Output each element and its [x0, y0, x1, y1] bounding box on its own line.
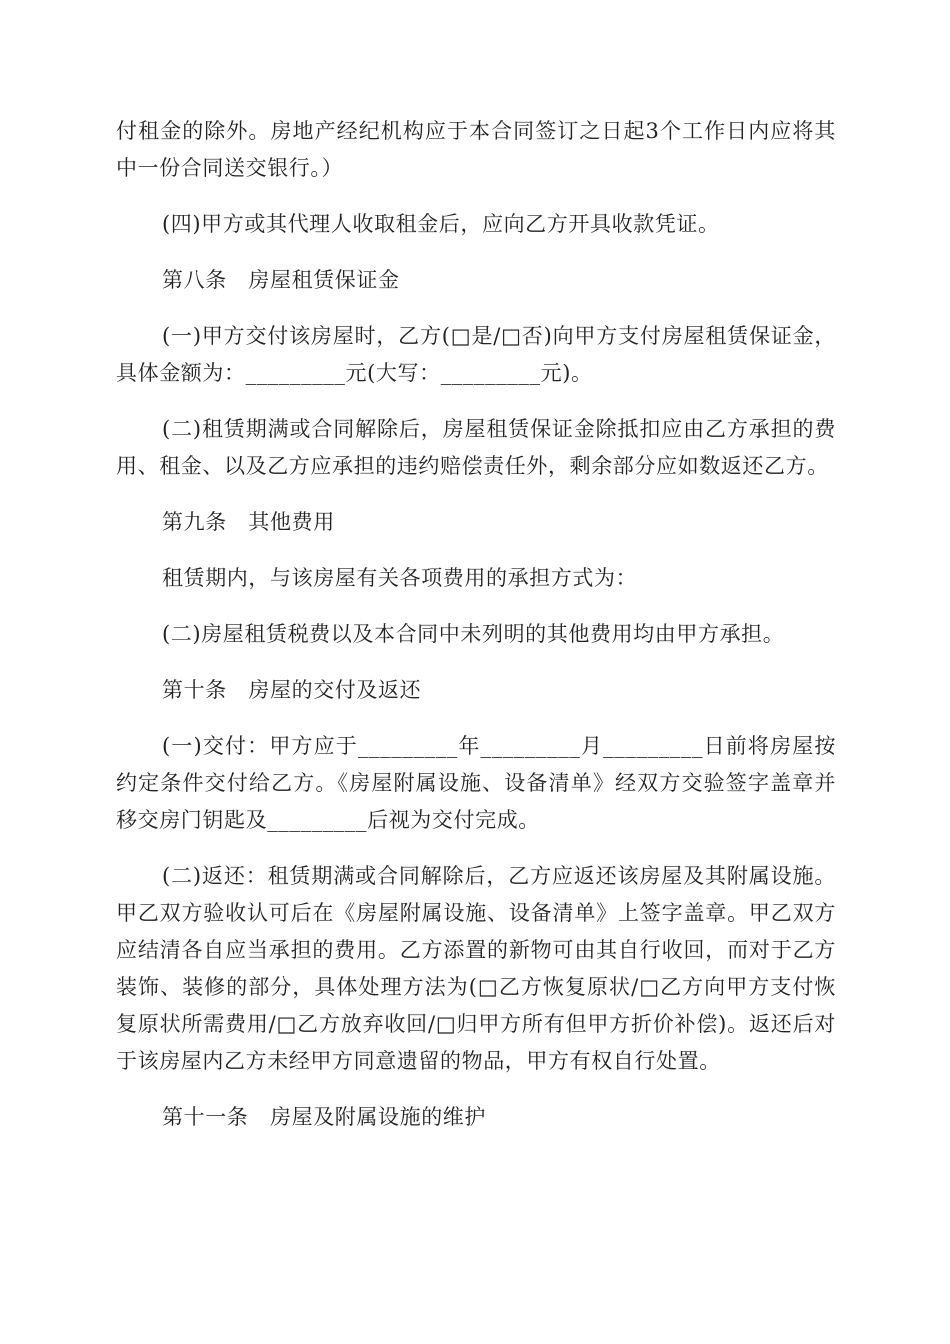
article-9-heading: 第九条 其他费用	[162, 510, 335, 534]
paragraph-return: (二)返还：租赁期满或合同解除后，乙方应返还该房屋及其附属设施。甲乙双方验收认可后在《房屋附属设施、设备清单》上签字盖章。甲乙双方应结清各自应当承担的费用。乙方添置的新物可由其自行收回，而对于乙方装饰、装修的部分，具体处理方法为(□乙方恢复原状/□乙方向甲方支付恢复原状所需费用/□乙方放弃收回/□归甲方所有但甲方折价补偿)。返还后对于该房屋内乙方未经甲方同意遗留的物品，甲方有权自行处置。	[116, 864, 836, 1073]
paragraph-fees-intro: 租赁期内，与该房屋有关各项费用的承担方式为：	[162, 566, 638, 590]
article-11-heading: 第十一条 房屋及附属设施的维护	[162, 1105, 486, 1129]
paragraph-delivery: (一)交付：甲方应于_________年_________月_________日前将房屋按约定条件交付给乙方。《房屋附属设施、设备清单》经双方交验签字盖章并移交房门钥匙及_________后视为交付完成。	[116, 734, 836, 832]
article-10-heading: 第十条 房屋的交付及返还	[162, 678, 422, 702]
contract-body	[116, 113, 836, 1155]
paragraph-continuation: 付租金的除外。房地产经纪机构应于本合同签订之日起3个工作日内应将其中一份合同送交银行。）	[116, 119, 836, 180]
article-8-heading: 第八条 房屋租赁保证金	[162, 268, 400, 292]
paragraph-rent-receipt: (四)甲方或其代理人收取租金后，应向乙方开具收款凭证。	[162, 212, 720, 236]
paragraph-taxes: (二)房屋租赁税费以及本合同中未列明的其他费用均由甲方承担。	[162, 622, 785, 646]
paragraph-deposit-payment: (一)甲方交付该房屋时，乙方(□是/□否)向甲方支付房屋租赁保证金，具体金额为：_________元(大写：_________元)。	[116, 324, 836, 385]
paragraph-deposit-return: (二)租赁期满或合同解除后，房屋租赁保证金除抵扣应由乙方承担的费用、租金、以及乙方应承担的违约赔偿责任外，剩余部分应如数返还乙方。	[116, 417, 836, 478]
